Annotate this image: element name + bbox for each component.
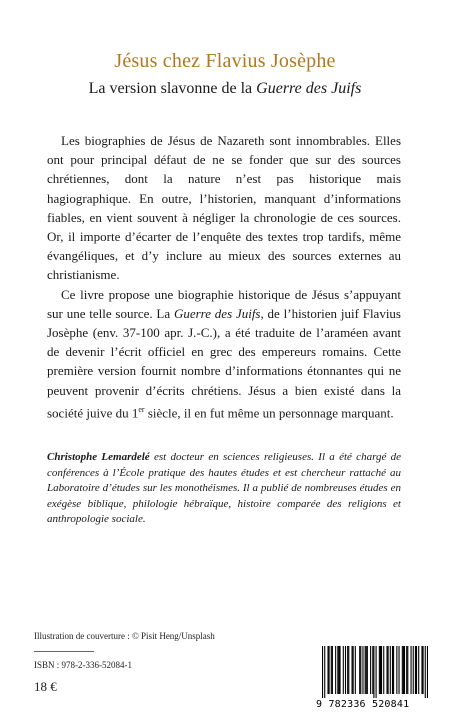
summary-paragraph-2 [47, 285, 401, 423]
book-title: Jésus chez Flavius Josèphe [114, 50, 336, 72]
subtitle-prefix: La version slavonne de la [88, 80, 257, 97]
p2-part-c: siècle, il en fut même un personnage marquant. [144, 405, 394, 421]
author-bio [47, 450, 401, 528]
p2-italic: Guerre des Juifs [173, 305, 261, 321]
p2-part-b: , de l’historien juif Flavius Josèphe (env. 37-100 apr. J.-C.), a été traduite de l’araméen avant de devenir l’écrit officiel en grec des empereurs romains. Cette première version fournit nombre d’informations étonnantes qui ne peuvent provenir d’écrits chrétiens. Jésus a bien existé dans la société juive du 1 [47, 305, 401, 421]
divider [34, 651, 94, 652]
p2-superscript: er [138, 404, 145, 414]
price: 18 € [34, 679, 57, 694]
author-bio-text: est docteur en sciences religieuses. Il a été chargé de conférences à l’École pratique des hautes études et est chercheur rattaché au Laboratoire d’études sur les monothéismes. Il a publié de nombreuses études en exégèse biblique, philologie hébraïque, histoire comparée des religions et anthropologie sociale. [47, 451, 401, 525]
barcode-digits: 9 782336 520841 [316, 699, 410, 710]
subtitle-italic: Guerre des Juifs [256, 80, 362, 97]
author-name: Christophe Lemardelé [47, 451, 150, 463]
p2-part-a: Ce livre propose une biographie historique de Jésus s’appuyant sur une telle source. La [47, 286, 401, 321]
book-subtitle [0, 80, 450, 98]
summary-paragraph-1: Les biographies de Jésus de Nazareth sont innombrables. Elles ont pour principal défaut de ne se fonder que sur des sources chrétiennes, dont la nature n’est pas historique mais hagiographique. En outre, l’historien, manquant d’informations fiables, en vient souvent à négliger la chronologie de ces sources. Or, il importe d’écarter de l’enquête des textes trop tardifs, même évangéliques, et d’y inclure au mieux des sources externes au christianisme. [47, 133, 401, 283]
back-cover-summary [47, 131, 401, 422]
isbn: ISBN : 978-2-336-52084-1 [34, 660, 132, 670]
cover-illustration-credit: Illustration de couverture : © Pisit Heng/Unsplash [34, 631, 215, 641]
